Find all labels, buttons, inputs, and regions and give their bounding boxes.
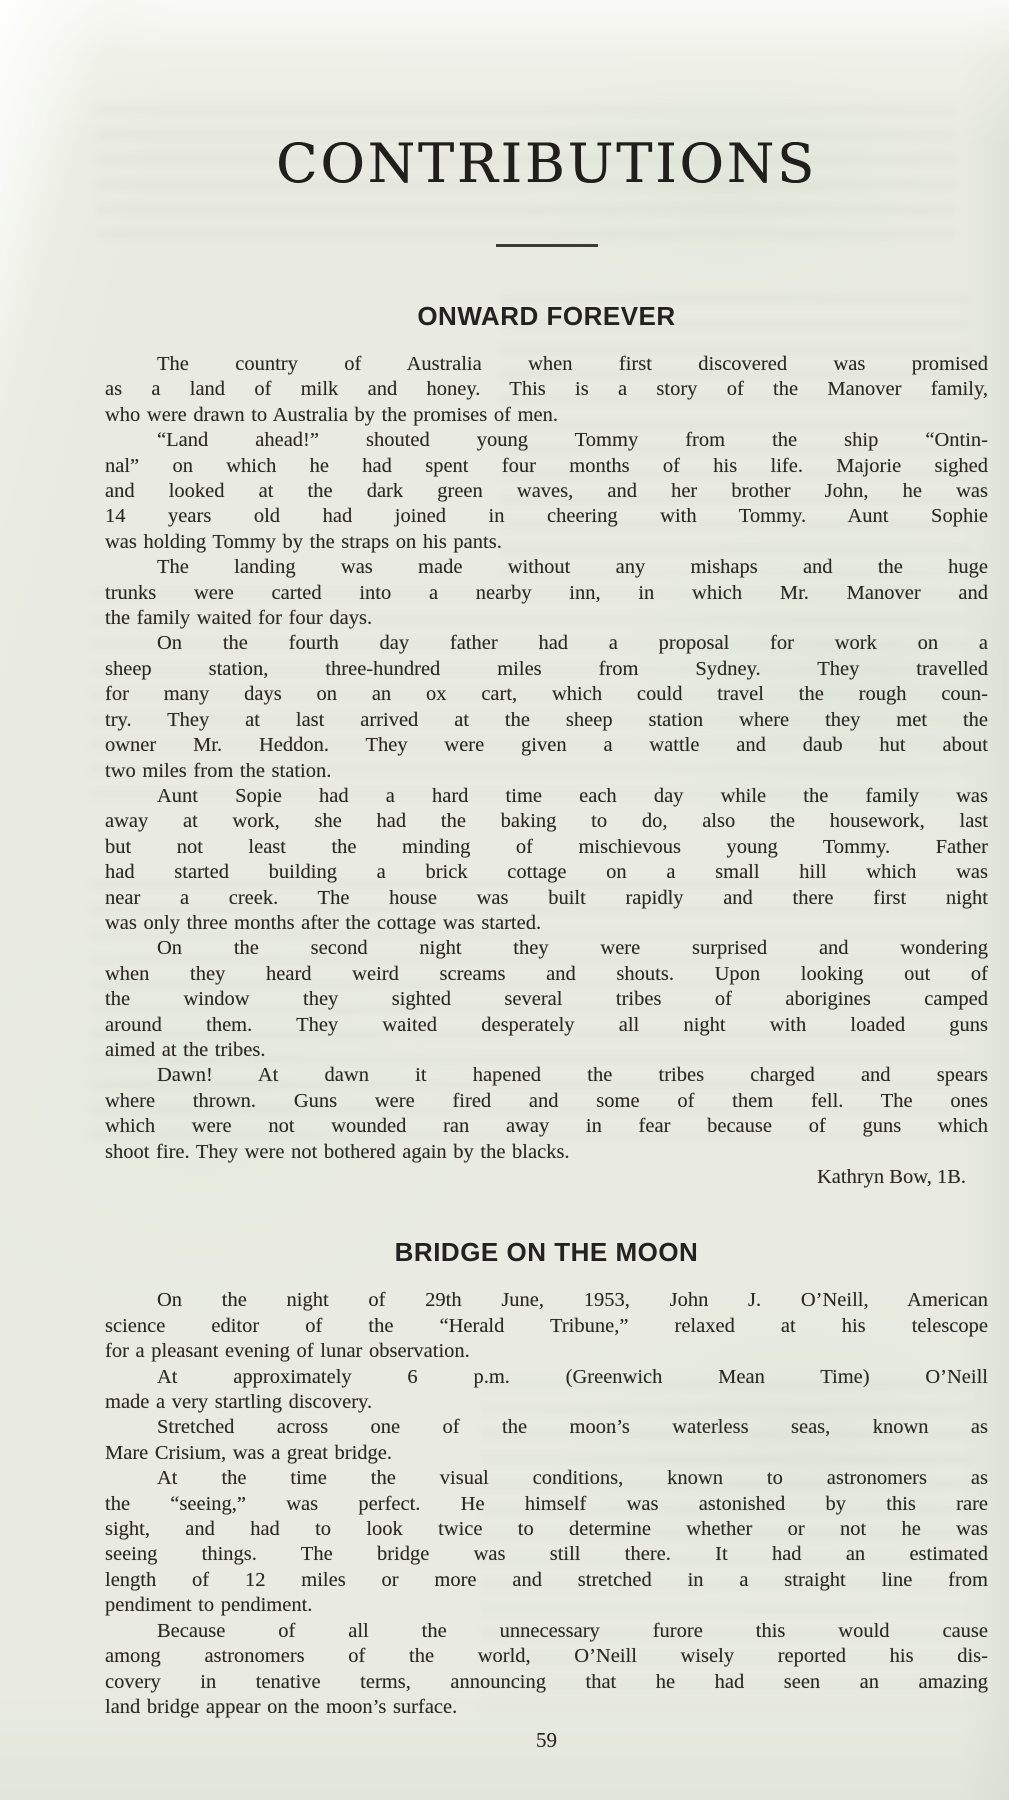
page-number: 59 xyxy=(536,1728,557,1753)
text-line: was only three months after the cottage was started. xyxy=(105,911,542,934)
text-line: seeing things. The bridge was still there. It had an estimated xyxy=(105,1543,988,1566)
story-heading: BRIDGE ON THE MOON xyxy=(394,1237,699,1268)
story-paragraph xyxy=(105,1619,988,1721)
text-line: At the time the visual conditions, known to astronomers as xyxy=(157,1467,988,1490)
story-paragraph xyxy=(105,1288,988,1364)
text-line: covery in tenative terms, announcing that he had seen an amazing xyxy=(105,1670,988,1693)
text-line: At approximately 6 p.m. (Greenwich Mean Time) O’Neill xyxy=(157,1365,988,1388)
story-paragraph xyxy=(105,1365,988,1416)
story-paragraph xyxy=(105,1063,988,1165)
story-paragraph xyxy=(105,631,988,783)
story-paragraph xyxy=(105,1415,988,1466)
text-line: two miles from the station. xyxy=(105,759,332,782)
text-line: the window they sighted several tribes of aborigines camped xyxy=(105,988,988,1011)
text-line: shoot fire. They were not bothered again by the blacks. xyxy=(105,1140,570,1163)
text-line: among astronomers of the world, O’Neill wisely reported his dis- xyxy=(105,1645,988,1668)
story xyxy=(105,301,988,1190)
text-line: 14 years old had joined in cheering with Tommy. Aunt Sophie xyxy=(105,505,988,528)
story-heading: ONWARD FOREVER xyxy=(417,301,676,331)
text-line: pendiment to pendiment. xyxy=(105,1594,313,1617)
story xyxy=(105,1237,988,1720)
text-line: The landing was made without any mishaps and the huge xyxy=(157,556,988,579)
text-line: On the fourth day father had a proposal for work on a xyxy=(157,632,988,655)
text-line: The country of Australia when first discovered was promised xyxy=(157,353,988,375)
text-line: Because of all the unnecessary furore this would cause xyxy=(157,1619,988,1642)
text-line: nal” on which he had spent four months of his life. Majorie sighed xyxy=(105,454,988,477)
story-paragraph xyxy=(105,555,988,631)
text-line: trunks were carted into a nearby inn, in which Mr. Manover and xyxy=(105,581,988,604)
text-line: for a pleasant evening of lunar observation. xyxy=(105,1340,470,1363)
text-line: and looked at the dark green waves, and her brother John, he was xyxy=(105,480,988,503)
text-line: science editor of the “Herald Tribune,” relaxed at his telescope xyxy=(105,1314,988,1337)
text-line: the family waited for four days. xyxy=(105,607,373,630)
text-line: but not least the minding of mischievous young Tommy. Father xyxy=(105,835,988,858)
story-paragraph xyxy=(105,936,988,1063)
text-line: sight, and had to look twice to determine whether or not he was xyxy=(105,1518,988,1541)
page-content xyxy=(105,132,988,1753)
section-divider xyxy=(496,244,598,247)
text-line: made a very startling discovery. xyxy=(105,1391,373,1414)
text-line: the “seeing,” was perfect. He himself was astonished by this rare xyxy=(105,1492,988,1515)
text-line: “Land ahead!” shouted young Tommy from the ship “Ontin- xyxy=(157,429,988,452)
text-line: had started building a brick cottage on a small hill which was xyxy=(105,861,988,884)
text-line: which were not wounded ran away in fear because of guns which xyxy=(105,1115,988,1138)
story-paragraph xyxy=(105,1466,988,1618)
text-line: when they heard weird screams and shouts. Upon looking out of xyxy=(105,962,988,985)
story-paragraph xyxy=(105,352,988,428)
text-line: who were drawn to Australia by the promises of men. xyxy=(105,403,559,426)
text-line: Mare Crisium, was a great bridge. xyxy=(105,1441,393,1464)
stories-container xyxy=(105,301,988,1720)
text-line: away at work, she had the baking to do, also the housework, last xyxy=(105,810,988,833)
text-line: Stretched across one of the moon’s waterless seas, known as xyxy=(157,1416,988,1439)
byline: Kathryn Bow, 1B. xyxy=(817,1166,966,1188)
text-line: length of 12 miles or more and stretched in a straight line from xyxy=(105,1568,988,1591)
text-line: near a creek. The house was built rapidly and there first night xyxy=(105,886,988,909)
page-title: CONTRIBUTIONS xyxy=(276,132,817,195)
text-line: for many days on an ox cart, which could travel the rough coun- xyxy=(105,683,988,706)
text-line: Aunt Sopie had a hard time each day while the family was xyxy=(157,784,988,807)
story-paragraph xyxy=(105,428,988,555)
text-line: sheep station, three-hundred miles from Sydney. They travelled xyxy=(105,657,988,680)
text-line: where thrown. Guns were fired and some of them fell. The ones xyxy=(105,1089,988,1112)
text-line: Dawn! At dawn it hapened the tribes charged and spears xyxy=(157,1064,988,1087)
text-line: On the second night they were surprised and wondering xyxy=(157,937,988,960)
text-line: as a land of milk and honey. This is a story of the Manover family, xyxy=(105,378,988,401)
text-line: On the night of 29th June, 1953, John J. O’Neill, American xyxy=(157,1289,988,1312)
text-line: try. They at last arrived at the sheep station where they met the xyxy=(105,708,988,731)
text-line: owner Mr. Heddon. They were given a wattle and daub hut about xyxy=(105,734,988,757)
text-line: land bridge appear on the moon’s surface. xyxy=(105,1695,458,1718)
text-line: aimed at the tribes. xyxy=(105,1038,266,1061)
text-line: around them. They waited desperately all night with loaded guns xyxy=(105,1013,988,1036)
story-paragraph xyxy=(105,784,988,936)
text-line: was holding Tommy by the straps on his pants. xyxy=(105,530,502,553)
